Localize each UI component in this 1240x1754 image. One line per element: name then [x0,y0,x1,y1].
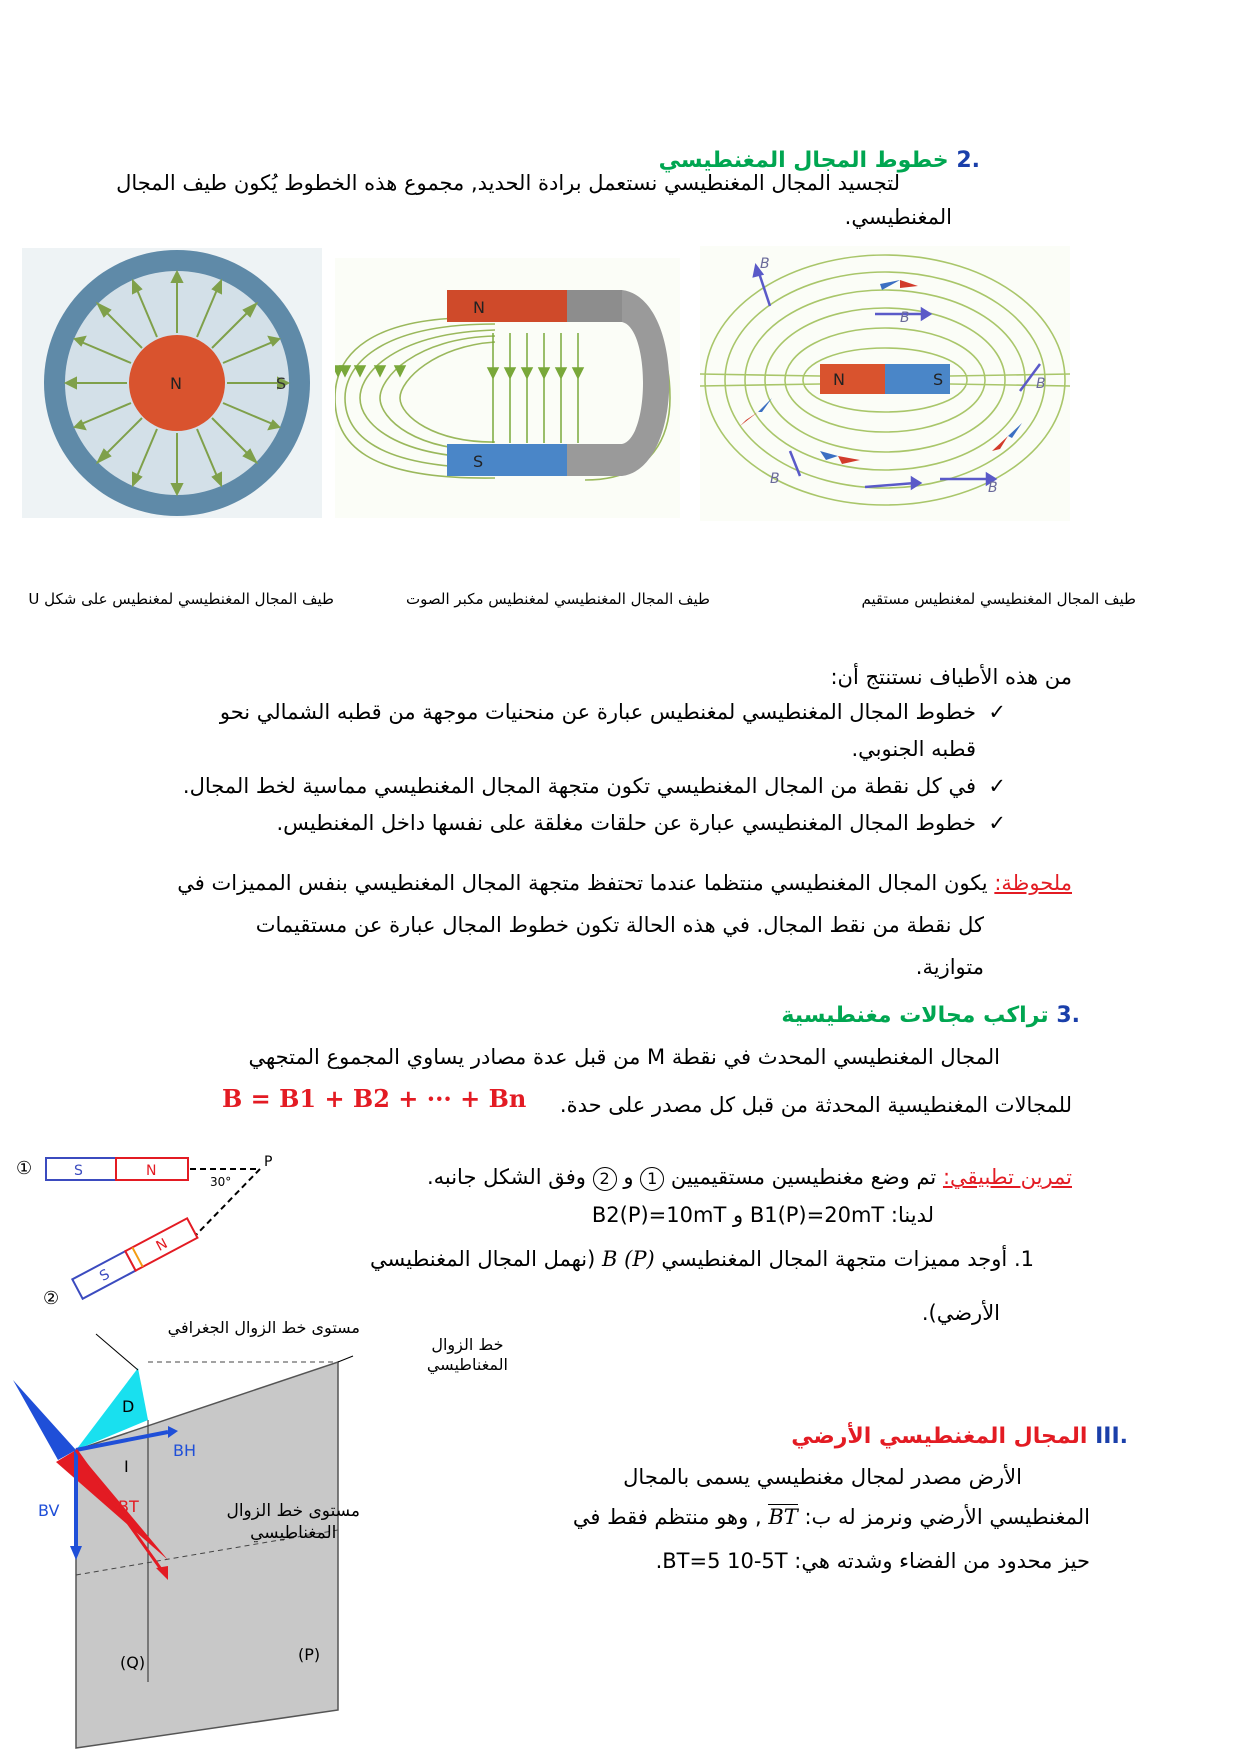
bar-fig-b-label-3: B [1036,376,1046,392]
exercise-text-b: وفق الشكل جانبه. [426,1165,586,1189]
exercise-text-a: تم وضع مغنطيسين مستقيميين [670,1165,937,1189]
earth-line-1: الأرض مصدر لمجال مغنطيسي يسمى بالمجال [623,1465,1022,1489]
bt-label: BT [118,1497,139,1516]
conclusion-item-3 [146,805,1006,842]
earth-line-3 [656,1540,1090,1582]
bar-fig-b-label-1: B [760,256,770,272]
given-label: لدينا: [890,1203,934,1227]
exercise-question-end: الأرضي). [921,1301,1000,1325]
section-iii-title [791,1424,1128,1449]
mag-meridian-line-label [427,1335,508,1375]
magnet-2-n: N [153,1235,171,1255]
bar-fig-n-label: N [833,370,845,389]
plane-p-label: (P) [298,1645,321,1664]
superposition-formula: B = B1 + B2 + ··· + Bn [222,1084,527,1113]
magnet-1-s: S [74,1163,83,1179]
check-icon: ✓ [988,774,1006,798]
bar-magnet-spectrum-figure [700,246,1070,521]
magnet-2-s: S [97,1266,113,1285]
bar-fig-b-label-5: B [988,480,998,496]
u-fig-n-label: N [170,374,182,393]
geo-meridian-plane-label: مستوى خط الزوال الجغرافي [167,1318,360,1337]
check-icon: ✓ [988,700,1006,724]
section-3-heading: تراكب مجالات مغنطيسية [781,1003,1049,1028]
note-label: ملحوظة: [994,871,1072,895]
question-text: أوجد مميزات متجهة المجال المغنطيسي [661,1247,1008,1271]
earth-bt-vector: BT [768,1505,798,1529]
given-b1: B1(P)=20mT [749,1203,885,1227]
mag-meridian-plane-1: مستوى خط الزوال [226,1501,360,1521]
question-vector: B (P) [602,1247,655,1271]
plane-q-label: (Q) [120,1653,146,1672]
question-paren: (نهمل المجال المغنطيسي [370,1247,596,1271]
magnet-2-marker: ② [43,1288,60,1309]
conclusion-intro: من هذه الأطياف نستنتج أن: [830,665,1072,689]
earth-bt-value: BT=5 10-5T. [655,1549,788,1573]
angle-label: 30° [210,1175,232,1189]
mag-meridian-line-1: خط الزوال [431,1335,504,1354]
speaker-magnet-spectrum-figure [335,258,680,518]
conclusion-item-3-text: خطوط المجال المغنطيسي عبارة عن حلقات مغلقة على نفسها داخل المغنطيس. [276,811,976,835]
mag-meridian-plane-2: المغناطيسي [250,1523,337,1543]
section-3-line-2: للمجالات المغنطيسية المحدثة من قبل كل مصدر على حدة. [559,1093,1072,1117]
section-iii-heading: المجال المغنطيسي الأرضي [791,1424,1088,1449]
conclusion-item-1-cont [146,731,1006,768]
bv-label: BV [38,1501,60,1520]
section-2-line-2: المغنطيسي. [844,205,952,229]
angle-d-label: D [122,1397,135,1416]
section-2-heading: خطوط المجال المغنطيسي [658,148,949,173]
mag-meridian-line-2: المغناطيسي [426,1355,508,1374]
section-3-title [781,1003,1080,1028]
bh-label: BH [173,1441,197,1460]
given-and: و [732,1203,744,1227]
u-magnet-spectrum-figure [22,248,322,518]
magnet-1-n: N [146,1163,157,1179]
circle-2: 2 [593,1167,617,1191]
conclusion-item-2 [146,768,1006,805]
conclusion-item-1-text: خطوط المجال المغنطيسي لمغنطيس عبارة عن منحنيات موجهة من قطبه الشمالي نحو [219,700,976,724]
exercise-label: تمرين تطبيقي: [942,1165,1072,1189]
earth-line-2-a: المغنطيسي الأرضي ونرمز له ب: [804,1505,1090,1529]
angle-i-label: I [124,1457,129,1476]
note-line-2: كل نقطة من نقط المجال. في هذه الحالة تكون خطوط المجال عبارة عن مستقيمات [255,913,984,937]
conclusion-list [146,694,1006,842]
exercise-line-1 [372,1156,1072,1198]
magnet-1-marker: ① [16,1158,33,1179]
caption-speaker-magnet: طيف المجال المغنطيسي لمغنطيس مكبر الصوت [406,590,710,608]
two-magnets-figure [10,1150,310,1310]
section-3-number: .3 [1056,1003,1080,1028]
section-2-line-1: لتجسيد المجال المغنطيسي نستعمل برادة الحديد, مجموع هذه الخطوط يُكون طيف المجال [116,171,900,195]
exercise-and: و [623,1165,634,1189]
conclusion-item-1 [146,694,1006,731]
circle-1: 1 [640,1167,664,1191]
note-line-3: متوازية. [915,955,984,979]
given-b2: B2(P)=10mT [591,1203,727,1227]
earth-line-2-b: , وهو منتظم فقط في [572,1505,762,1529]
earth-line-2 [573,1496,1090,1538]
speaker-fig-n-label: N [473,298,485,317]
section-3-line-1: المجال المغنطيسي المحدث في نقطة M من قبل عدة مصادر يساوي المجموع المتجهي [248,1045,1000,1069]
section-iii-number: .III [1095,1424,1128,1449]
bar-fig-b-label-2: B [900,310,910,326]
caption-bar-magnet: طيف المجال المغنطيسي لمغنطيس مستقيم [861,590,1136,608]
u-fig-s-label: S [276,374,287,393]
question-number: 1. [1013,1247,1034,1271]
bar-fig-s-label: S [933,370,944,389]
check-icon: ✓ [988,811,1006,835]
exercise-question [274,1238,1034,1280]
point-p-label: P [264,1154,273,1170]
bar-fig-b-label-4: B [770,471,780,487]
caption-u-magnet: طيف المجال المغنطيسي لمغنطيس على شكل U [28,590,334,608]
conclusion-item-2-text: في كل نقطة من المجال المغنطيسي تكون متجهة المجال المغنطيسي مماسية لخط المجال. [182,774,976,798]
conclusion-item-1-text-cont: قطبه الجنوبي. [851,737,976,761]
note-text-1: يكون المجال المغنطيسي منتظما عندما تحتفظ متجهة المجال المغنطيسي بنفس المميزات في [177,871,988,895]
section-2-number: .2 [956,148,980,173]
mag-meridian-plane-label [226,1500,360,1544]
earth-line-3-a: حيز محدود من الفضاء وشدته هي: [794,1549,1090,1573]
exercise-given [592,1194,934,1236]
section-2-paragraph [100,162,900,204]
note-line-1 [132,862,1072,904]
speaker-fig-s-label: S [473,452,484,471]
